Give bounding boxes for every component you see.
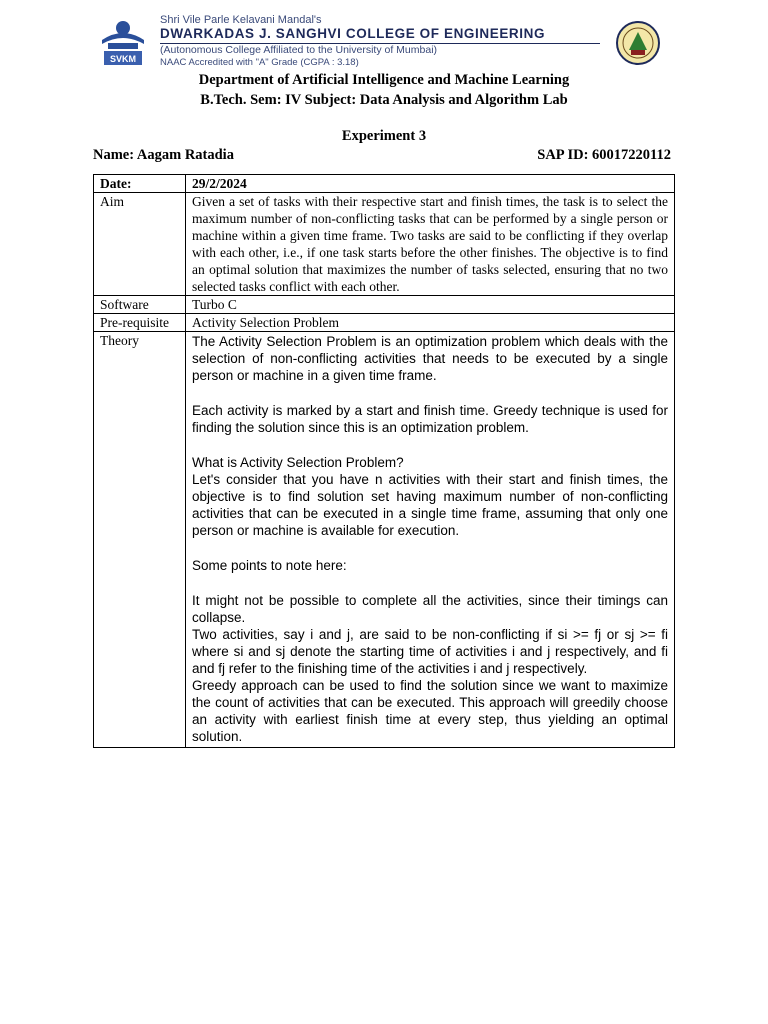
aim-label: Aim bbox=[94, 193, 186, 296]
prerequisite-label: Pre-requisite bbox=[94, 314, 186, 332]
theory-paragraph: It might not be possible to complete all the activities, since their timings can collapse. bbox=[192, 593, 668, 625]
trust-name: Shri Vile Parle Kelavani Mandal's bbox=[160, 14, 322, 26]
software-value: Turbo C bbox=[186, 296, 675, 314]
theory-paragraph: Two activities, say i and j, are said to be non-conflicting if si >= fj or sj >= fi where si and sj denote the starting time of activities i and j respectively, and fi and fj refer to the finishing time of the activities i and j respectively. bbox=[192, 627, 668, 676]
experiment-title: Experiment 3 bbox=[341, 128, 427, 144]
theory-paragraph: The Activity Selection Problem is an optimization problem which deals with the selection of non-conflicting activities that needs to be executed by a single person or machine in a given time frame. bbox=[192, 334, 668, 383]
theory-heading: Some points to note here: bbox=[192, 558, 347, 573]
theory-label: Theory bbox=[94, 332, 186, 748]
experiment-table bbox=[93, 174, 675, 748]
date-label: Date: bbox=[94, 175, 186, 193]
theory-text bbox=[186, 332, 675, 748]
accreditation: NAAC Accredited with "A" Grade (CGPA : 3.18) bbox=[160, 57, 359, 68]
affiliation: (Autonomous College Affiliated to the University of Mumbai) bbox=[160, 44, 438, 56]
theory-heading: What is Activity Selection Problem? bbox=[192, 455, 404, 470]
date-row bbox=[94, 175, 675, 193]
theory-paragraph: Let's consider that you have n activities with their start and finish times, the objective is to find solution set having maximum number of non-conflicting activities that can be executed in a single time frame, assuming that only one person or machine is available for execution. bbox=[192, 472, 668, 538]
subject-line: B.Tech. Sem: IV Subject: Data Analysis and Algorithm Lab bbox=[200, 92, 568, 108]
software-label: Software bbox=[94, 296, 186, 314]
college-header bbox=[0, 0, 768, 70]
aim-row bbox=[94, 193, 675, 296]
sap-id: SAP ID: 60017220112 bbox=[537, 147, 671, 163]
date-value: 29/2/2024 bbox=[186, 175, 675, 193]
department-title: Department of Artificial Intelligence and Machine Learning bbox=[198, 72, 570, 88]
college-name: DWARKADAS J. SANGHVI COLLEGE OF ENGINEERING bbox=[160, 26, 546, 41]
theory-paragraph: Greedy approach can be used to find the solution since we want to maximize the count of activities that can be executed. This approach will greedily choose an activity with earliest finish time at every step, thus yielding an optimal solution. bbox=[192, 678, 668, 744]
svkm-logo bbox=[96, 14, 150, 66]
theory-paragraph: Each activity is marked by a start and finish time. Greedy technique is used for finding the solution since this is an optimization problem. bbox=[192, 403, 668, 435]
prerequisite-row bbox=[94, 314, 675, 332]
prerequisite-value: Activity Selection Problem bbox=[186, 314, 675, 332]
aim-text: Given a set of tasks with their respective start and finish times, the task is to select the maximum number of non-conflicting tasks that can be performed by a single person or machine within a given time frame. Two tasks are said to be conflicting if they overlap with each other, i.e., if one task starts before the other finishes. The objective is to find an optimal solution that maximizes the number of tasks selected, ensuring that no two selected tasks conflict with each other. bbox=[186, 193, 675, 296]
college-crest-logo bbox=[615, 20, 661, 66]
student-name: Name: Aagam Ratadia bbox=[93, 147, 234, 163]
software-row bbox=[94, 296, 675, 314]
svkm-logo-text: SVKM bbox=[109, 54, 137, 64]
theory-row bbox=[94, 332, 675, 748]
